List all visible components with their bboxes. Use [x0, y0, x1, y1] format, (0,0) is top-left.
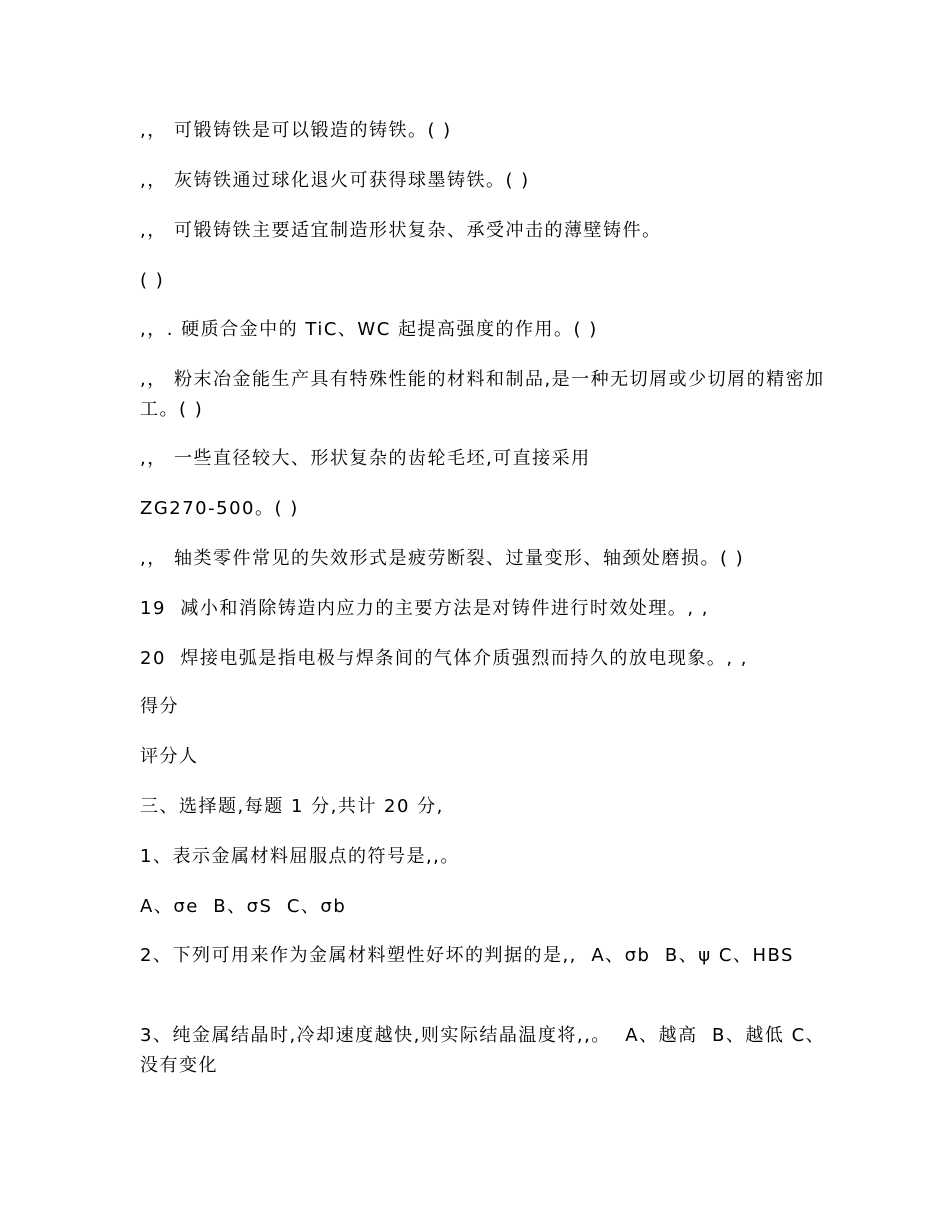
choice-question-2: 2、下列可用来作为金属材料塑性好坏的判据的是,, A、σb B、ψ C、HBS	[140, 945, 794, 966]
true-false-item-text: ,， 粉末冶金能生产具有特殊性能的材料和制品,是一种无切屑或少切屑的精密加工。( )	[140, 369, 825, 420]
true-false-item-20: 20 焊接电弧是指电极与焊条间的气体介质强烈而持久的放电现象。, ,	[140, 648, 749, 669]
section-heading: 三、选择题,每题 1 分,共计 20 分,	[140, 796, 444, 817]
choice-question-3: 3、纯金属结晶时,冷却速度越快,则实际结晶温度将,,。 A、越高 B、越低 C、没有变化	[140, 1025, 826, 1076]
choice-options-1: A、σe B、σS C、σb	[140, 896, 347, 917]
answer-bracket-line: ( )	[140, 270, 165, 291]
choice-question-1: 1、表示金属材料屈服点的符号是,,。	[140, 846, 460, 867]
true-false-item-text: ,， 可锻铸铁主要适宜制造形状复杂、承受冲击的薄壁铸件。	[140, 220, 662, 241]
grader-label: 评分人	[140, 746, 199, 767]
score-label: 得分	[140, 696, 179, 717]
true-false-item-text: ,， 轴类零件常见的失效形式是疲劳断裂、过量变形、轴颈处磨损。( )	[140, 548, 745, 569]
continuation-line: ZG270-500。( )	[140, 498, 299, 519]
true-false-item-19: 19 减小和消除铸造内应力的主要方法是对铸件进行时效处理。, ,	[140, 598, 710, 619]
true-false-item-text: ,， 灰铸铁通过球化退火可获得球墨铸铁。( )	[140, 170, 530, 191]
true-false-item-text: ,， 一些直径较大、形状复杂的齿轮毛坯,可直接采用	[140, 448, 591, 469]
true-false-item-text: ,，. 硬质合金中的 TiC、WC 起提高强度的作用。( )	[140, 319, 598, 340]
true-false-item-text: ,， 可锻铸铁是可以锻造的铸铁。( )	[140, 120, 452, 141]
